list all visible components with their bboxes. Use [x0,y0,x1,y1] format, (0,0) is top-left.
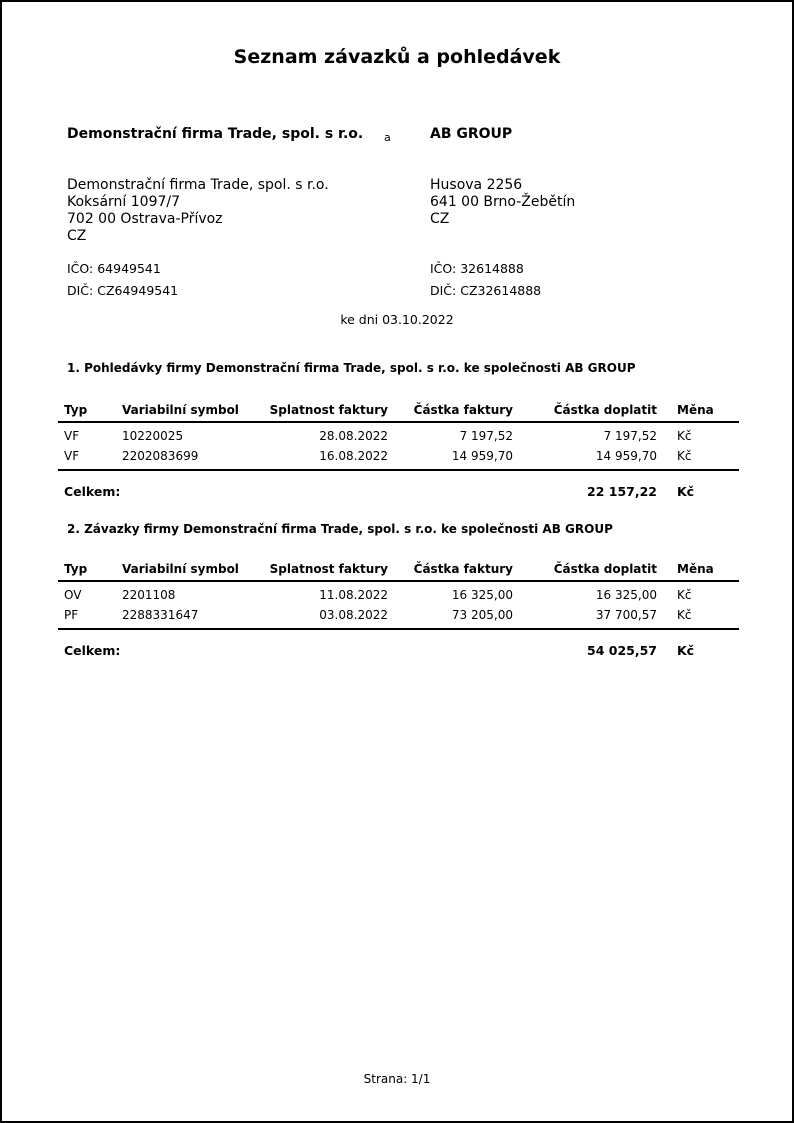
liabilities-section-heading: 2. Závazky firmy Demonstrační firma Trade, spol. s r.o. ke společnosti AB GROUP [67,522,613,536]
address-line: 702 00 Ostrava-Přívoz [67,211,223,227]
total-currency: Kč [677,484,695,499]
column-header-typ: Typ [58,560,116,581]
column-header-currency: Měna [657,401,739,422]
receivables-table [58,401,739,502]
cell-variable-symbol: 2202083699 [116,446,242,470]
column-header-typ: Typ [58,401,116,422]
cell-currency: Kč [657,605,739,629]
cell-amount-due: 16 325,00 [595,588,657,602]
address-line: Demonstrační firma Trade, spol. s r.o. [67,177,329,193]
cell-currency: Kč [677,429,692,443]
cell-currency: Kč [677,588,692,602]
table-row [58,422,739,446]
total-label: Celkem: [64,484,121,499]
address-line: 641 00 Brno-Žebětín [430,194,576,210]
liabilities-table [58,560,739,661]
total-value: 22 157,22 [587,484,657,499]
document-title: Seznam závazků a pohledávek [233,46,561,68]
column-header-currency: Měna [657,560,739,581]
cell-invoice-amount: 73 205,00 [388,605,513,629]
total-currency: Kč [677,643,695,658]
right-party-ico: IČO: 32614888 [430,261,524,276]
address-line: Husova 2256 [430,177,523,193]
cell-due-date: 11.08.2022 [319,588,388,602]
cell-amount-due: 37 700,57 [513,605,657,629]
cell-typ: VF [64,429,80,443]
total-value: 54 025,57 [587,643,657,658]
column-header-variable-symbol: Variabilní symbol [116,401,242,422]
column-header-invoice-amount: Částka faktury [388,401,513,422]
table-header-row [58,401,739,422]
cell-variable-symbol: 2201108 [122,588,176,602]
report-date: ke dni 03.10.2022 [340,312,454,327]
cell-variable-symbol: 2288331647 [116,605,242,629]
cell-invoice-amount: 7 197,52 [459,429,513,443]
cell-typ: PF [58,605,116,629]
column-header-variable-symbol: Variabilní symbol [116,560,242,581]
right-party-block [430,125,742,228]
party-conjunction: a [384,131,391,144]
address-line: CZ [430,211,450,227]
left-party-address [67,177,379,245]
cell-invoice-amount: 14 959,70 [388,446,513,470]
cell-typ: OV [64,588,82,602]
total-row [58,470,739,502]
table-row [58,446,739,470]
cell-due-date: 16.08.2022 [242,446,388,470]
column-header-amount-due: Částka doplatit [513,401,657,422]
column-header-due-date: Splatnost faktury [242,401,388,422]
cell-currency: Kč [657,446,739,470]
left-party-ico: IČO: 64949541 [67,261,161,276]
cell-amount-due: 14 959,70 [513,446,657,470]
cell-variable-symbol: 10220025 [122,429,184,443]
total-label: Celkem: [64,643,121,658]
cell-typ: VF [58,446,116,470]
table-row [58,605,739,629]
cell-invoice-amount: 16 325,00 [451,588,513,602]
address-line: CZ [67,228,87,244]
column-header-amount-due: Částka doplatit [513,560,657,581]
right-party-name: AB GROUP [430,126,513,142]
receivables-section-heading: 1. Pohledávky firmy Demonstrační firma Trade, spol. s r.o. ke společnosti AB GROUP [67,361,636,375]
cell-due-date: 03.08.2022 [242,605,388,629]
cell-due-date: 28.08.2022 [319,429,388,443]
left-party-block [67,125,379,245]
right-party-address [430,177,742,228]
right-party-dic: DIČ: CZ32614888 [430,283,542,298]
left-party-dic: DIČ: CZ64949541 [67,283,179,298]
table-header-row [58,560,739,581]
column-header-invoice-amount: Částka faktury [388,560,513,581]
left-party-registration [67,258,178,302]
cell-amount-due: 7 197,52 [603,429,657,443]
page-footer: Strana: 1/1 [363,1072,431,1086]
left-party-name: Demonstrační firma Trade, spol. s r.o. [67,126,364,142]
right-party-registration [430,258,541,302]
total-row [58,629,739,661]
address-line: Koksární 1097/7 [67,194,181,210]
column-header-due-date: Splatnost faktury [242,560,388,581]
table-row [58,581,739,605]
